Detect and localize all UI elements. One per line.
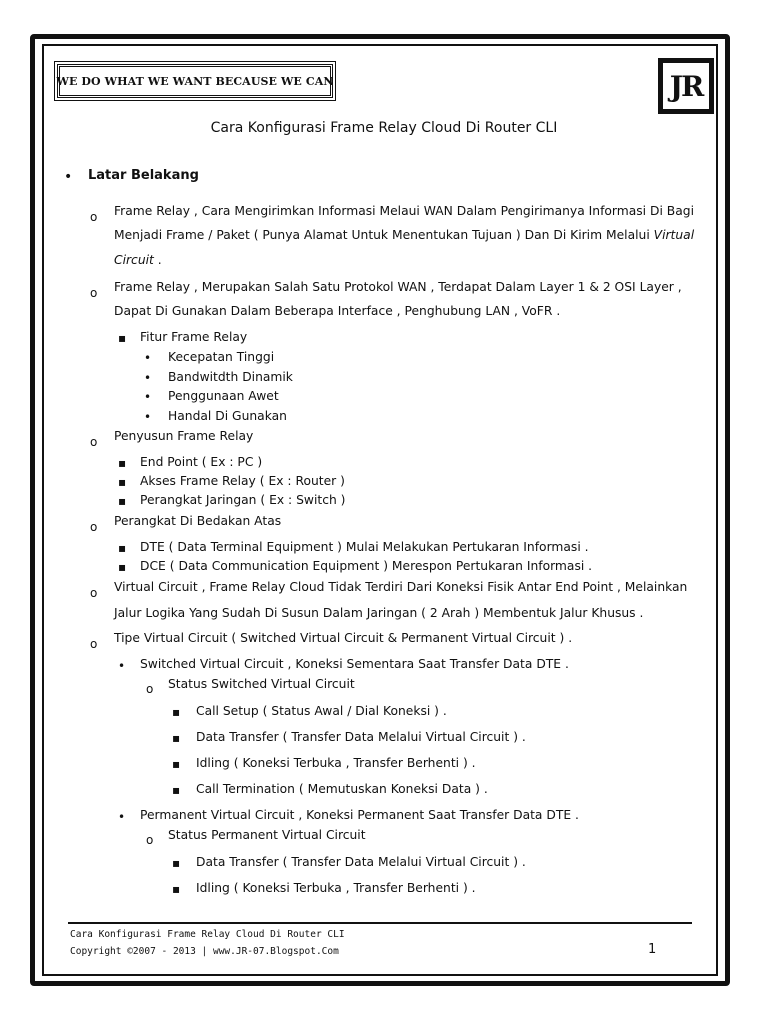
disc-bullet: • [144, 390, 152, 404]
pvc-status-heading: Status Permanent Virtual Circuit [168, 828, 366, 842]
disc-bullet: • [144, 371, 152, 385]
circle-bullet: o [90, 637, 98, 651]
square-bullet: ▪ [118, 560, 127, 574]
svc-status-item: Data Transfer ( Transfer Data Melalui Virtual Circuit ) . [196, 730, 526, 744]
p1-line2: Menjadi Frame / Paket ( Punya Alamat Untuk Menentukan Tujuan ) Dan Di Kirim Melalui Virtual [114, 228, 695, 242]
square-bullet: ▪ [118, 456, 127, 470]
disc-bullet: • [64, 169, 73, 185]
square-bullet: ▪ [118, 331, 127, 345]
square-bullet: ▪ [118, 475, 127, 489]
square-bullet: ▪ [172, 705, 181, 719]
header-motto: WE DO WHAT WE WANT BECAUSE WE CAN [57, 64, 333, 98]
svc-status-item: Call Setup ( Status Awal / Dial Koneksi ) . [196, 704, 447, 718]
vc-line1: Virtual Circuit , Frame Relay Cloud Tidak Terdiri Dari Koneksi Fisik Antar End Point , Melainkan [114, 580, 688, 594]
perangkat-item: DCE ( Data Communication Equipment ) Merespon Pertukaran Informasi . [140, 559, 593, 573]
footer-copyright: Copyright ©2007 - 2013 | www.JR-07.Blogspot.Com [70, 946, 339, 957]
disc-bullet: • [144, 351, 152, 365]
square-bullet: ▪ [118, 494, 127, 508]
p1-line1: Frame Relay , Cara Mengirimkan Informasi Melaui WAN Dalam Pengirimanya Informasi Di Bagi [114, 204, 695, 218]
fitur-heading: Fitur Frame Relay [140, 330, 248, 344]
svc-status-heading: Status Switched Virtual Circuit [168, 677, 355, 691]
document-title: Cara Konfigurasi Frame Relay Cloud Di Router CLI [210, 120, 558, 136]
svc-heading: Switched Virtual Circuit , Koneksi Sementara Saat Transfer Data DTE . [140, 657, 569, 671]
footer-title: Cara Konfigurasi Frame Relay Cloud Di Router CLI [70, 929, 345, 940]
tipe-heading: Tipe Virtual Circuit ( Switched Virtual Circuit & Permanent Virtual Circuit ) . [114, 631, 573, 645]
fitur-item: Penggunaan Awet [168, 389, 279, 403]
disc-bullet: • [118, 810, 126, 824]
perangkat-item: DTE ( Data Terminal Equipment ) Mulai Melakukan Pertukaran Informasi . [140, 540, 589, 554]
penyusun-heading: Penyusun Frame Relay [114, 429, 254, 443]
square-bullet: ▪ [118, 541, 127, 555]
vc-line2: Jalur Logika Yang Sudah Di Susun Dalam Jaringan ( 2 Arah ) Membentuk Jalur Khusus . [114, 606, 644, 620]
square-bullet: ▪ [172, 783, 181, 797]
jr-logo: JR [658, 58, 714, 114]
fitur-item: Bandwitdth Dinamik [168, 370, 293, 384]
square-bullet: ▪ [172, 856, 181, 870]
svc-status-item: Call Termination ( Memutuskan Koneksi Data ) . [196, 782, 488, 796]
fitur-item: Handal Di Gunakan [168, 409, 287, 423]
penyusun-item: End Point ( Ex : PC ) [140, 455, 263, 469]
fitur-item: Kecepatan Tinggi [168, 350, 275, 364]
circle-bullet: o [90, 586, 98, 600]
circle-bullet: o [90, 435, 98, 449]
disc-bullet: • [144, 410, 152, 424]
square-bullet: ▪ [172, 731, 181, 745]
square-bullet: ▪ [172, 757, 181, 771]
pvc-heading: Permanent Virtual Circuit , Koneksi Permanent Saat Transfer Data DTE . [140, 808, 579, 822]
section-heading: Latar Belakang [88, 168, 199, 183]
disc-bullet: • [118, 659, 126, 673]
pvc-status-item: Data Transfer ( Transfer Data Melalui Virtual Circuit ) . [196, 855, 526, 869]
svc-status-item: Idling ( Koneksi Terbuka , Transfer Berhenti ) . [196, 756, 476, 770]
circle-bullet: o [90, 286, 98, 300]
circle-bullet: o [146, 833, 154, 847]
footer-rule [68, 922, 692, 924]
circle-bullet: o [90, 520, 98, 534]
p1-line3: Circuit . [114, 253, 162, 267]
page-number: 1 [648, 942, 657, 957]
page-border-inner [42, 44, 718, 976]
square-bullet: ▪ [172, 882, 181, 896]
perangkat-heading: Perangkat Di Bedakan Atas [114, 514, 282, 528]
p2-line1: Frame Relay , Merupakan Salah Satu Protokol WAN , Terdapat Dalam Layer 1 & 2 OSI Layer , [114, 280, 682, 294]
pvc-status-item: Idling ( Koneksi Terbuka , Transfer Berhenti ) . [196, 881, 476, 895]
circle-bullet: o [146, 682, 154, 696]
penyusun-item: Perangkat Jaringan ( Ex : Switch ) [140, 493, 346, 507]
p2-line2: Dapat Di Gunakan Dalam Beberapa Interface , Penghubung LAN , VoFR . [114, 304, 561, 318]
penyusun-item: Akses Frame Relay ( Ex : Router ) [140, 474, 345, 488]
circle-bullet: o [90, 210, 98, 224]
